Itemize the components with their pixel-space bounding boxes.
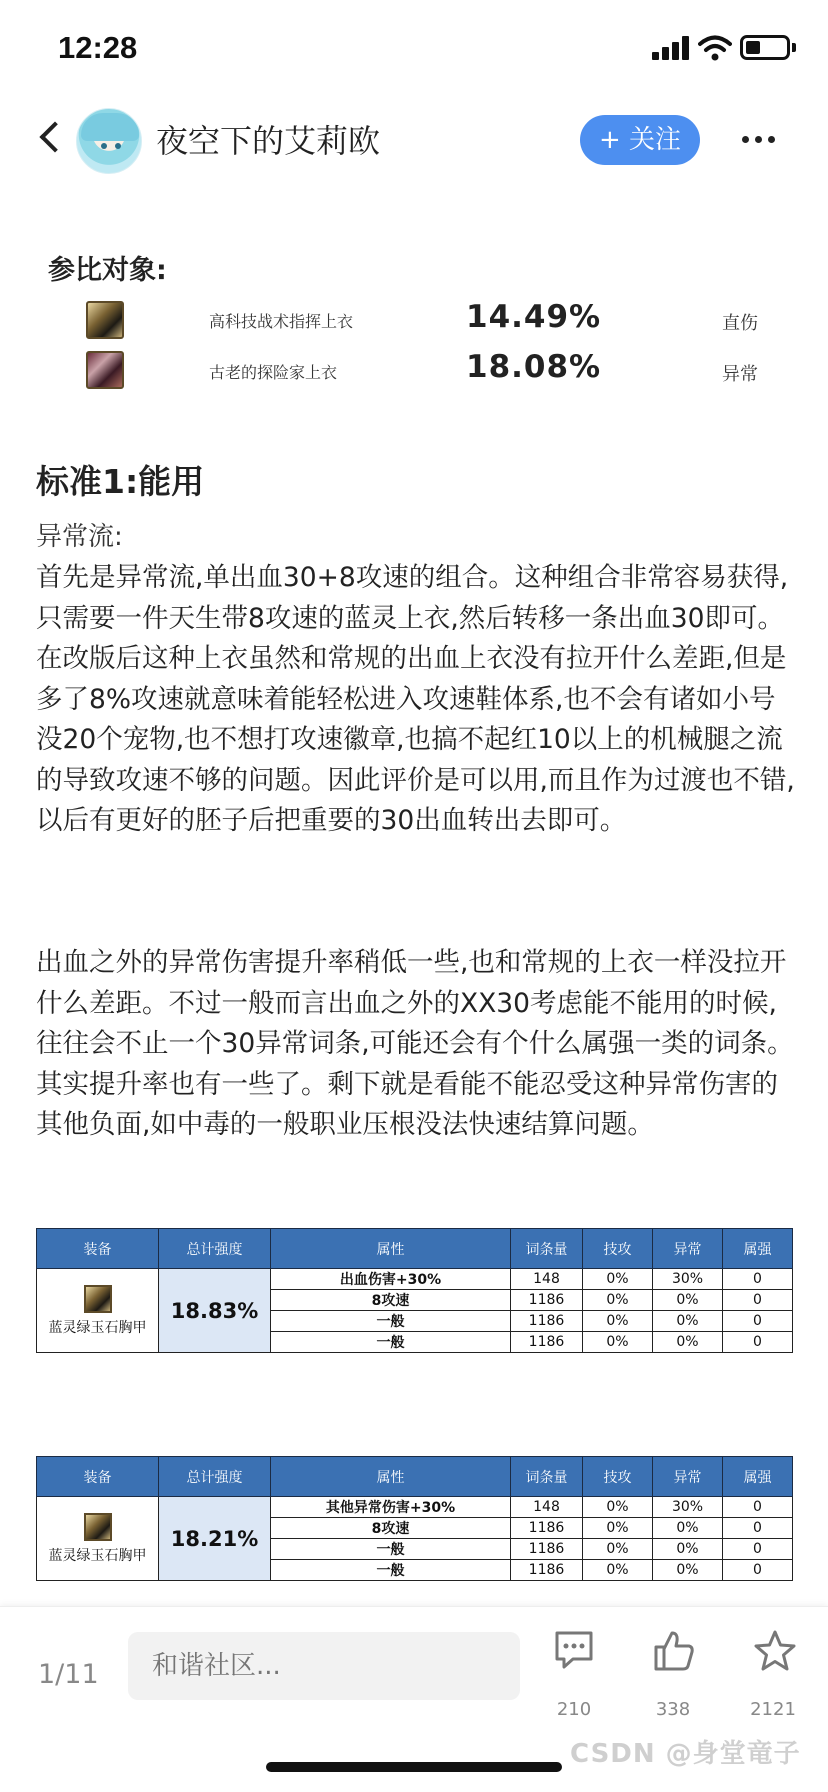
like-count: 338 (655, 1699, 691, 1720)
skill-cell: 0% (583, 1269, 653, 1290)
abnormal-cell: 0% (653, 1560, 723, 1581)
skill-cell: 0% (583, 1311, 653, 1332)
section-title: 标准1:能用 (36, 462, 205, 501)
comparison-row (0, 297, 828, 347)
item-type: 直伤 (722, 313, 758, 334)
home-indicator[interactable] (266, 1762, 562, 1772)
equipment-table (36, 1456, 793, 1581)
element-cell: 0 (723, 1311, 793, 1332)
attr-cell: 其他异常伤害+30% (271, 1497, 511, 1518)
post-header (0, 100, 828, 180)
table-row (37, 1497, 793, 1518)
like-button[interactable] (638, 1629, 708, 1729)
skill-cell: 0% (583, 1539, 653, 1560)
gear-name: 蓝灵绿玉石胸甲 (48, 1547, 147, 1564)
element-cell: 0 (723, 1269, 793, 1290)
item-percent: 18.08% (466, 349, 602, 385)
element-cell: 0 (723, 1497, 793, 1518)
gear-cell (37, 1497, 159, 1581)
header-count: 词条量 (511, 1229, 583, 1269)
element-cell: 0 (723, 1539, 793, 1560)
item-percent: 14.49% (466, 299, 602, 335)
header-element: 属强 (723, 1457, 793, 1497)
comparison-row (0, 349, 828, 399)
attr-cell: 8攻速 (271, 1518, 511, 1539)
follow-button[interactable]: + 关注 (580, 115, 700, 165)
count-cell: 1186 (511, 1290, 583, 1311)
comment-icon (553, 1629, 595, 1673)
count-cell: 148 (511, 1497, 583, 1518)
header-gear: 装备 (37, 1457, 159, 1497)
count-cell: 1186 (511, 1518, 583, 1539)
comment-button[interactable] (539, 1629, 609, 1729)
header-attr: 属性 (271, 1457, 511, 1497)
comment-count: 210 (556, 1699, 592, 1720)
attr-cell: 8攻速 (271, 1290, 511, 1311)
header-total: 总计强度 (159, 1457, 271, 1497)
header-skill: 技攻 (583, 1229, 653, 1269)
total-strength: 18.21% (159, 1497, 271, 1581)
author-name[interactable]: 夜空下的艾莉欧 (156, 122, 381, 160)
back-icon[interactable] (39, 121, 70, 152)
abnormal-cell: 0% (653, 1332, 723, 1353)
header-count: 词条量 (511, 1457, 583, 1497)
count-cell: 1186 (511, 1539, 583, 1560)
chest-armor-icon (84, 1285, 112, 1313)
attr-cell: 出血伤害+30% (271, 1269, 511, 1290)
header-attr: 属性 (271, 1229, 511, 1269)
abnormal-cell: 0% (653, 1518, 723, 1539)
count-cell: 1186 (511, 1560, 583, 1581)
header-abnormal: 异常 (653, 1229, 723, 1269)
element-cell: 0 (723, 1518, 793, 1539)
chest-armor-icon (84, 1513, 112, 1541)
element-cell: 0 (723, 1560, 793, 1581)
favorite-button[interactable] (738, 1629, 808, 1729)
comparison-block (0, 240, 828, 400)
wifi-icon (698, 34, 732, 62)
sub-title: 异常流: (36, 522, 123, 552)
attr-cell: 一般 (271, 1311, 511, 1332)
header-skill: 技攻 (583, 1457, 653, 1497)
skill-cell: 0% (583, 1332, 653, 1353)
article-paragraph: 首先是异常流,单出血30+8攻速的组合。这种组合非常容易获得,只需要一件天生带8攻速的蓝灵上衣,然后转移一条出血30即可。在改版后这种上衣虽然和常规的出血上衣没有拉开什么差距,但是多了8%攻速就意味着能轻松进入攻速鞋体系,也不会有诸如小号没20个宠物,也不想打攻速徽章,也搞不起红10以上的机械腿之流的导致攻速不够的问题。因此评价是可以用,而且作为过渡也不错,以后有更好的胚子后把重要的30出血转出去即可。 (36, 562, 795, 836)
signal-icon (652, 36, 690, 60)
count-cell: 148 (511, 1269, 583, 1290)
skill-cell: 0% (583, 1518, 653, 1539)
tactical-coat-icon (86, 301, 124, 339)
skill-cell: 0% (583, 1290, 653, 1311)
header-total: 总计强度 (159, 1229, 271, 1269)
item-name: 高科技战术指挥上衣 (209, 312, 354, 331)
count-cell: 1186 (511, 1311, 583, 1332)
status-bar (0, 0, 828, 100)
article-paragraph: 出血之外的异常伤害提升率稍低一些,也和常规的上衣一样没拉开什么差距。不过一般而言出血之外的XX30考虑能不能用的时候,往往会不止一个30异常词条,可能还会有个什么属强一类的词条。其实提升率也有一些了。剩下就是看能不能忍受这种异常伤害的其他负面,如中毒的一般职业压根没法快速结算问题。 (36, 947, 794, 1140)
attr-cell: 一般 (271, 1539, 511, 1560)
total-strength: 18.83% (159, 1269, 271, 1353)
count-cell: 1186 (511, 1332, 583, 1353)
abnormal-cell: 0% (653, 1311, 723, 1332)
abnormal-cell: 0% (653, 1290, 723, 1311)
watermark: CSDN @身堂竜子 (570, 1739, 801, 1769)
item-name: 古老的探险家上衣 (209, 363, 338, 382)
gear-cell (37, 1269, 159, 1353)
attr-cell: 一般 (271, 1560, 511, 1581)
thumbs-up-icon (652, 1629, 696, 1673)
status-time: 12:28 (58, 30, 138, 65)
more-icon[interactable] (742, 136, 776, 144)
explorer-coat-icon (86, 351, 124, 389)
avatar[interactable] (76, 108, 142, 174)
comparison-title: 参比对象: (48, 255, 167, 286)
star-icon (752, 1629, 798, 1673)
header-element: 属强 (723, 1229, 793, 1269)
page-indicator: 1/11 (38, 1659, 99, 1690)
header-gear: 装备 (37, 1229, 159, 1269)
abnormal-cell: 30% (653, 1497, 723, 1518)
element-cell: 0 (723, 1290, 793, 1311)
skill-cell: 0% (583, 1560, 653, 1581)
header-abnormal: 异常 (653, 1457, 723, 1497)
comment-input[interactable] (128, 1632, 520, 1700)
battery-icon (740, 35, 790, 60)
attr-cell: 一般 (271, 1332, 511, 1353)
equipment-table (36, 1228, 793, 1353)
abnormal-cell: 0% (653, 1539, 723, 1560)
element-cell: 0 (723, 1332, 793, 1353)
favorite-count: 2121 (750, 1699, 796, 1720)
abnormal-cell: 30% (653, 1269, 723, 1290)
table-row (37, 1269, 793, 1290)
gear-name: 蓝灵绿玉石胸甲 (48, 1319, 147, 1336)
item-type: 异常 (722, 364, 758, 385)
skill-cell: 0% (583, 1497, 653, 1518)
